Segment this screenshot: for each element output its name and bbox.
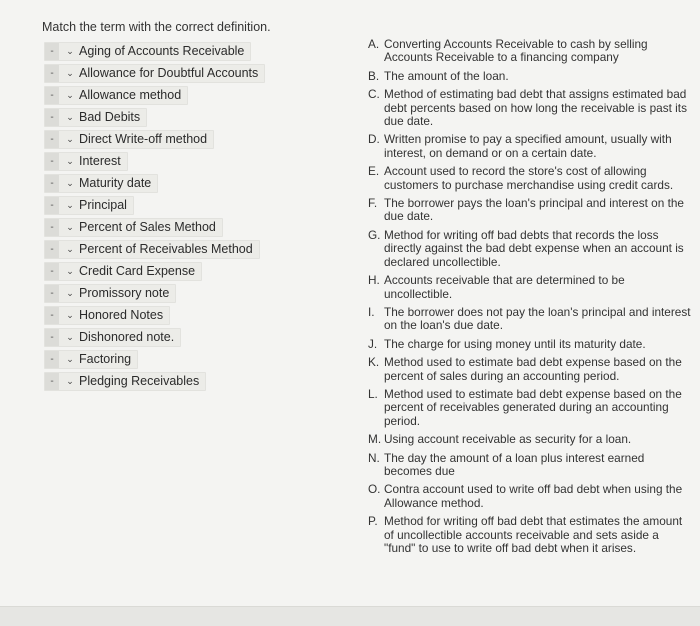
- term-dropdown[interactable]: [44, 42, 251, 61]
- chevron-down-icon: ⌄: [66, 243, 74, 254]
- definition-letter: C.: [368, 87, 380, 102]
- definition-item: [368, 88, 693, 128]
- definition-item: [368, 70, 693, 83]
- dropdown-value: -: [50, 375, 54, 387]
- dropdown-value: -: [50, 111, 54, 123]
- definition-text: Contra account used to write off bad debt when using the Allowance method.: [384, 482, 683, 510]
- dropdown-value: -: [50, 243, 54, 255]
- term-row: [44, 304, 304, 326]
- definition-item: [368, 133, 693, 160]
- definition-letter: G.: [368, 227, 381, 242]
- chevron-down-icon: ⌄: [66, 265, 74, 276]
- definition-letter: M.: [368, 432, 382, 447]
- term-dropdown[interactable]: [44, 350, 138, 369]
- term-label: Aging of Accounts Receivable: [79, 44, 245, 58]
- definition-item: [368, 38, 693, 65]
- term-dropdown[interactable]: [44, 306, 170, 325]
- definition-item: [368, 338, 693, 351]
- term-row: [44, 84, 304, 106]
- definition-letter: I.: [368, 304, 375, 319]
- chevron-down-icon: ⌄: [66, 133, 74, 144]
- dropdown-value: -: [50, 89, 54, 101]
- chevron-down-icon: ⌄: [66, 221, 74, 232]
- term-row: [44, 172, 304, 194]
- term-row: [44, 370, 304, 392]
- chevron-down-icon: ⌄: [66, 309, 74, 320]
- definition-letter: E.: [368, 164, 380, 179]
- definition-text: The borrower does not pay the loan's principal and interest on the loan's due date.: [384, 304, 691, 333]
- term-label: Interest: [79, 154, 121, 168]
- dropdown-value: -: [50, 199, 54, 211]
- term-label: Percent of Sales Method: [79, 220, 216, 234]
- chevron-down-icon: ⌄: [66, 89, 74, 100]
- term-label: Maturity date: [79, 176, 152, 190]
- term-label: Dishonored note.: [79, 330, 175, 344]
- term-row: [44, 326, 304, 348]
- definition-text: Written promise to pay a specified amount, usually with interest, on demand or on a certain date.: [384, 132, 672, 160]
- chevron-down-icon: ⌄: [66, 111, 74, 122]
- definition-item: [368, 433, 693, 446]
- chevron-down-icon: ⌄: [66, 67, 74, 78]
- term-dropdown[interactable]: [44, 372, 206, 391]
- term-label: Principal: [79, 198, 127, 212]
- definition-text: Using account receivable as security for a loan.: [384, 432, 632, 447]
- definition-item: [368, 165, 693, 192]
- term-row: [44, 106, 304, 128]
- definition-letter: A.: [368, 37, 380, 51]
- definition-item: [368, 274, 693, 301]
- term-row: [44, 282, 304, 304]
- definition-text: The amount of the loan.: [384, 68, 509, 83]
- term-dropdown[interactable]: [44, 174, 158, 193]
- term-row: [44, 238, 304, 260]
- dropdown-value: -: [50, 155, 54, 167]
- definition-text: The charge for using money until its maturity date.: [384, 336, 646, 351]
- definition-letter: K.: [368, 355, 380, 370]
- definition-letter: B.: [368, 68, 380, 83]
- chevron-down-icon: ⌄: [66, 287, 74, 298]
- definition-letter: F.: [368, 196, 378, 211]
- term-row: [44, 128, 304, 150]
- definition-text: Account used to record the store's cost of allowing customers to purchase merchandise using credit cards.: [384, 164, 674, 192]
- dropdown-value: -: [50, 265, 54, 277]
- definition-letter: P.: [368, 514, 378, 529]
- definition-letter: N.: [368, 450, 380, 465]
- term-label: Allowance method: [79, 88, 182, 102]
- term-row: [44, 348, 304, 370]
- bottom-bar: [0, 606, 700, 626]
- instruction-text: Match the term with the correct definition.: [42, 20, 271, 34]
- term-dropdown[interactable]: [44, 328, 181, 347]
- definition-item: [368, 515, 693, 555]
- term-dropdown[interactable]: [44, 262, 202, 281]
- term-label: Allowance for Doubtful Accounts: [79, 66, 259, 80]
- dropdown-value: -: [50, 331, 54, 343]
- term-row: [44, 62, 304, 84]
- term-dropdown[interactable]: [44, 284, 176, 303]
- dropdown-value: -: [50, 45, 54, 57]
- chevron-down-icon: ⌄: [66, 353, 74, 364]
- definition-list: [368, 38, 693, 560]
- dropdown-value: -: [50, 177, 54, 189]
- definition-item: [368, 356, 693, 383]
- chevron-down-icon: ⌄: [66, 45, 74, 56]
- term-label: Pledging Receivables: [79, 374, 200, 388]
- definition-text: Method used to estimate bad debt expense based on the percent of receivables generated during an accounting period.: [384, 386, 682, 428]
- definition-letter: L.: [368, 386, 378, 401]
- term-row: [44, 194, 304, 216]
- dropdown-value: -: [50, 67, 54, 79]
- term-dropdown[interactable]: [44, 196, 134, 215]
- chevron-down-icon: ⌄: [66, 155, 74, 166]
- chevron-down-icon: ⌄: [66, 199, 74, 210]
- term-label: Honored Notes: [79, 308, 164, 322]
- term-label: Bad Debits: [79, 110, 141, 124]
- definition-item: [368, 306, 693, 333]
- definition-text: Converting Accounts Receivable to cash by selling Accounts Receivable to a financing company: [384, 37, 648, 65]
- dropdown-value: -: [50, 309, 54, 321]
- term-dropdown[interactable]: [44, 108, 147, 127]
- term-dropdown[interactable]: [44, 130, 214, 149]
- term-dropdown[interactable]: [44, 218, 223, 237]
- chevron-down-icon: ⌄: [66, 375, 74, 386]
- definition-item: [368, 483, 693, 510]
- chevron-down-icon: ⌄: [66, 331, 74, 342]
- term-list: [44, 40, 304, 392]
- definition-item: [368, 197, 693, 224]
- dropdown-value: -: [50, 287, 54, 299]
- definition-letter: D.: [368, 132, 380, 147]
- definition-letter: H.: [368, 273, 380, 288]
- term-label: Direct Write-off method: [79, 132, 208, 146]
- term-row: [44, 40, 304, 62]
- term-row: [44, 150, 304, 172]
- definition-item: [368, 452, 693, 479]
- dropdown-value: -: [50, 133, 54, 145]
- term-dropdown[interactable]: [44, 240, 260, 259]
- term-dropdown[interactable]: [44, 152, 128, 171]
- definition-letter: J.: [368, 336, 378, 351]
- term-label: Percent of Receivables Method: [79, 242, 253, 256]
- term-row: [44, 260, 304, 282]
- definition-text: Method for writing off bad debts that records the loss directly against the bad debt expense when an account is declared uncollectible.: [384, 227, 684, 269]
- term-label: Promissory note: [79, 286, 170, 300]
- chevron-down-icon: ⌄: [66, 177, 74, 188]
- definition-text: Method of estimating bad debt that assigns estimated bad debt percents based on how long the receivable is past its due date.: [384, 87, 687, 129]
- definition-text: Accounts receivable that are determined to be uncollectible.: [384, 273, 625, 301]
- dropdown-value: -: [50, 353, 54, 365]
- definition-text: The borrower pays the loan's principal and interest on the due date.: [384, 196, 684, 224]
- definition-item: [368, 229, 693, 269]
- definition-letter: O.: [368, 482, 381, 497]
- definition-item: [368, 388, 693, 428]
- dropdown-value: -: [50, 221, 54, 233]
- term-label: Credit Card Expense: [79, 264, 196, 278]
- term-row: [44, 216, 304, 238]
- term-label: Factoring: [79, 352, 132, 366]
- definition-text: The day the amount of a loan plus interest earned becomes due: [384, 450, 645, 478]
- definition-text: Method used to estimate bad debt expense based on the percent of sales during an accounting period.: [384, 355, 682, 383]
- term-dropdown[interactable]: [44, 64, 265, 83]
- definition-text: Method for writing off bad debt that estimates the amount of uncollectible accounts receivable and sets aside a "fund" to use to write off bad debt when it arises.: [384, 514, 683, 555]
- term-dropdown[interactable]: [44, 86, 188, 105]
